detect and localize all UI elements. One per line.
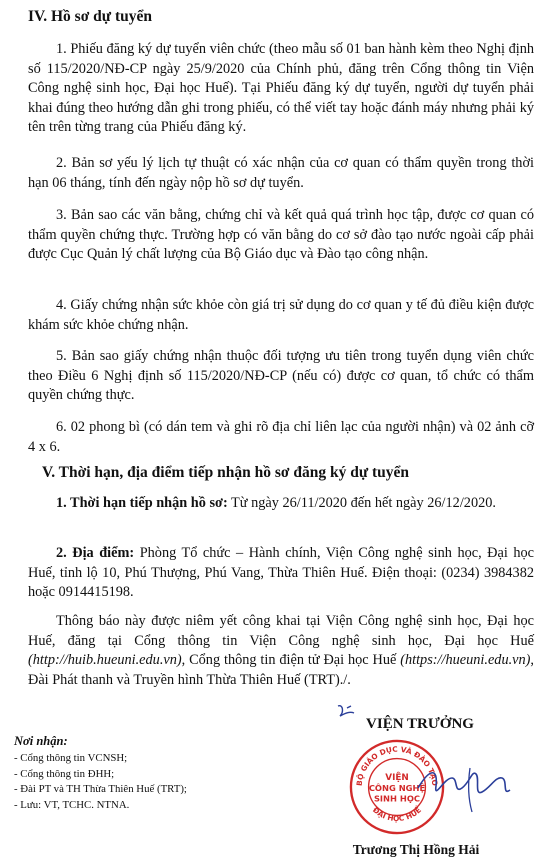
university-website-link[interactable]: (https://hueuni.edu.vn): [400, 652, 531, 668]
notice-part-2: , Cổng thông tin điện tử Đại học Huế: [181, 652, 401, 668]
deadline-value: Từ ngày 26/11/2020 đến hết ngày 26/12/2020.: [227, 495, 496, 511]
notice-part-3: , Đài Phát thanh và Truyền hình Thừa Thiên Huế (TRT)./.: [28, 652, 534, 688]
section-4-item-4: 4. Giấy chứng nhận sức khỏe còn giá trị sử dụng do cơ quan y tế đủ điều kiện được khám sức khỏe chứng nhận.: [28, 297, 534, 333]
seal-ring-bottom: ĐẠI HỌC HUẾ: [370, 805, 424, 824]
section-4-item-5: 5. Bản sao giấy chứng nhận thuộc đối tượng ưu tiên trong tuyển dụng viên chức theo Điều 6 Nghị định số 115/2020/NĐ-CP (nếu có) được cơ quan, tổ chức có thẩm quyền chứng thực.: [28, 348, 534, 403]
recipient-item: - Cổng thông tin ĐHH;: [14, 767, 115, 780]
location-value: Phòng Tổ chức – Hành chính, Viện Công nghệ sinh học, Đại học Huế, tỉnh lộ 10, Phú Thượng, Phú Vang, Thừa Thiên Huế. Điện thoại: (0234) 3984382 hoặc 0914415198.: [28, 545, 534, 600]
section-4-item-6: 6. 02 phong bì (có dán tem và ghi rõ địa chỉ liên lạc của người nhận) và 02 ảnh cỡ 4 x 6.: [28, 419, 534, 455]
section-5-heading: V. Thời hạn, địa điểm tiếp nhận hồ sơ đăng ký dự tuyển: [42, 464, 410, 481]
location-label: 2. Địa điểm:: [56, 545, 135, 561]
recipients-list: [14, 751, 187, 813]
recipient-item: - Đài PT và TH Thừa Thiên Huế (TRT);: [14, 783, 187, 795]
deadline-label: 1. Thời hạn tiếp nhận hồ sơ:: [56, 495, 228, 511]
seal-line-2: CÔNG NGHỆ: [368, 782, 426, 793]
seal-line-1: VIỆN: [385, 773, 409, 784]
seal-line-3: SINH HỌC: [373, 793, 421, 804]
signer-title: VIỆN TRƯỞNG: [366, 716, 474, 732]
section-4-heading: IV. Hồ sơ dự tuyển: [28, 8, 152, 25]
notice-part-1: Thông báo này được niêm yết công khai tại Viện Công nghệ sinh học, Đại học Huế, đăng tại Cổng thông tin Viện Công nghệ sinh học, Đại học Huế: [28, 613, 534, 649]
institute-website-link[interactable]: (http://huib.hueuni.edu.vn): [28, 652, 182, 668]
location-paragraph: [28, 544, 534, 603]
recipients-title: Nơi nhận:: [14, 734, 68, 748]
seal-ring-top: BỘ GIÁO DỤC VÀ ĐÀO TẠO: [354, 744, 440, 787]
recipient-item: - Cổng thông tin VCNSH;: [14, 752, 128, 764]
section-4-item-3: 3. Bản sao các văn bằng, chứng chỉ và kết quả quá trình học tập, được cơ quan có thẩm quyền chứng thực. Trường hợp có văn bằng do cơ sở đào tạo nước ngoài cấp phải được Cục Quản lý chất lượng của Bộ Giáo dục và Đào tạo công nhận.: [28, 207, 534, 262]
section-4-item-2: 2. Bản sơ yếu lý lịch tự thuật có xác nhận của cơ quan có thẩm quyền trong thời hạn 06 tháng, tính đến ngày nộp hồ sơ dự tuyển.: [28, 155, 534, 191]
recipient-item: - Lưu: VT, TCHC. NTNA.: [14, 798, 130, 811]
handwritten-signature: [410, 748, 520, 818]
notice-paragraph: [28, 612, 534, 690]
section-4-item-1: 1. Phiếu đăng ký dự tuyển viên chức (theo mẫu số 01 ban hành kèm theo Nghị định số 115/2020/NĐ-CP ngày 25/9/2020 của Chính phủ, đăng trên Cổng thông tin Viện Công nghệ sinh học, Đại học Huế). Tại Phiếu đăng ký dự tuyển, người dự tuyển phải khai đúng theo hướng dẫn ghi trong phiếu, có thể viết tay hoặc đánh máy nhưng phải ký tên trên từng trang của Phiếu đăng ký.: [28, 41, 534, 135]
signer-name: Trương Thị Hồng Hải: [352, 842, 480, 857]
deadline-paragraph: [28, 494, 534, 514]
